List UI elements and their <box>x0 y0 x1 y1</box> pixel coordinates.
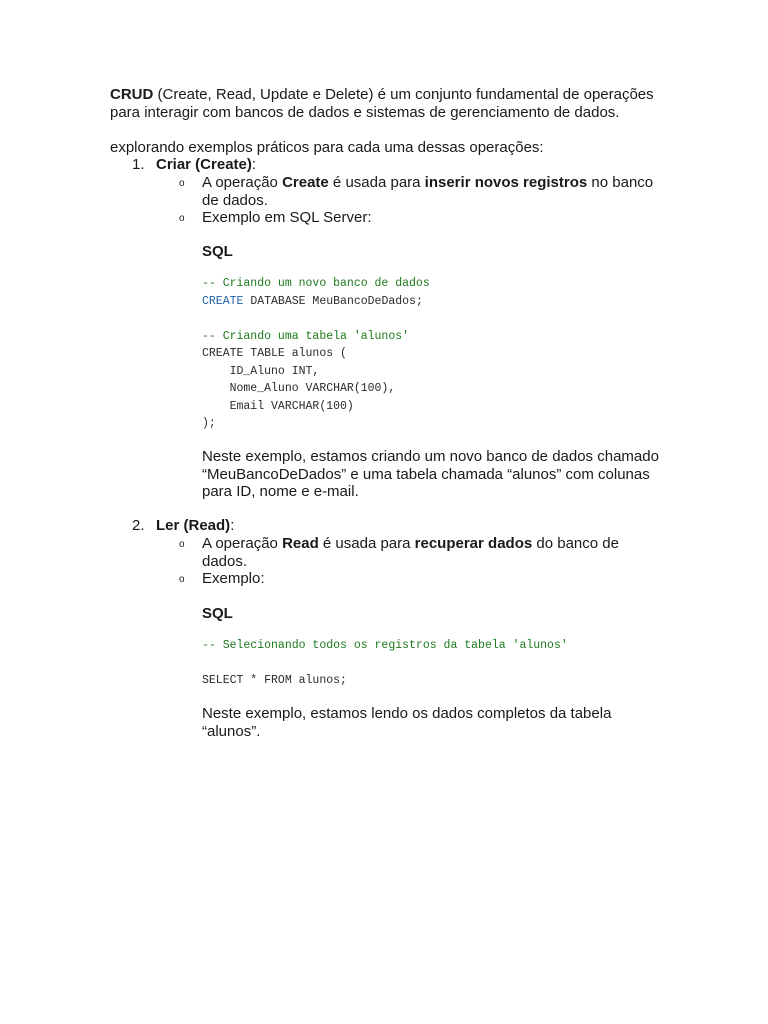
code-comment: -- Criando um novo banco de dados <box>202 277 430 290</box>
section-1-title: Criar (Create) <box>156 156 252 173</box>
bullet-icon: o <box>179 178 185 189</box>
code-comment: -- Selecionando todos os registros da tabela 'alunos' <box>202 639 568 652</box>
operation-action: recuperar dados <box>414 535 533 552</box>
code-line: ); <box>202 417 216 430</box>
code-line: DATABASE MeuBancoDeDados; <box>243 294 423 308</box>
section-2-bullet-1 <box>202 535 662 570</box>
section-1-title-suffix: : <box>251 156 257 173</box>
bullet-mid: é usada para <box>328 174 425 191</box>
code-comment: -- Criando uma tabela 'alunos' <box>202 329 410 343</box>
section-2-explanation: Neste exemplo, estamos lendo os dados completos da tabela “alunos”. <box>202 705 612 740</box>
code-keyword: CREATE <box>202 294 244 308</box>
section-1-heading <box>156 156 256 174</box>
operation-action: inserir novos registros <box>424 174 588 191</box>
section-1-sql-label: SQL <box>202 243 233 260</box>
code-line: Nome_Aluno VARCHAR(100), <box>202 382 396 395</box>
section-1-number: 1. <box>132 156 145 173</box>
bullet-icon: o <box>179 213 185 224</box>
code-line: SELECT * FROM alunos; <box>202 674 347 687</box>
bullet-mid: é usada para <box>318 535 415 552</box>
section-2-number: 2. <box>132 517 145 534</box>
code-line: ID_Aluno INT, <box>202 364 320 378</box>
section-2-code-block <box>202 637 568 690</box>
bullet-prefix: A operação <box>202 535 283 552</box>
operation-name: Read <box>282 535 319 552</box>
code-line: CREATE TABLE alunos ( <box>202 347 347 360</box>
operation-name: Create <box>282 174 329 191</box>
intro-paragraph <box>110 86 670 121</box>
section-1-explanation: Neste exemplo, estamos criando um novo banco de dados chamado “MeuBancoDeDados” e uma tabela chamada “alunos” com colunas para ID, nome e e-mail. <box>202 448 659 500</box>
section-2-heading <box>156 517 234 535</box>
intro-text: (Create, Read, Update e Delete) é um conjunto fundamental de operações para interagir com bancos de dados e sistemas de gerenciamento de dados. <box>110 86 654 121</box>
section-2-sql-label: SQL <box>202 605 233 622</box>
bullet-prefix: A operação <box>202 174 283 191</box>
bullet-icon: o <box>179 574 185 585</box>
section-1-code-block <box>202 275 430 433</box>
intro-term: CRUD <box>110 86 154 103</box>
section-1-bullet-1 <box>202 174 662 209</box>
bullet-icon: o <box>179 539 185 550</box>
section-2-title: Ler (Read) <box>156 517 231 534</box>
section-2-title-suffix: : <box>230 517 235 534</box>
code-line: Email VARCHAR(100) <box>202 399 354 413</box>
lead-in-text: explorando exemplos práticos para cada uma dessas operações: <box>110 139 544 156</box>
bullet-suffix: do banco de dados. <box>202 535 619 570</box>
bullet-suffix: no banco de dados. <box>202 174 654 209</box>
section-2-bullet-2: Exemplo: <box>202 570 265 587</box>
section-1-bullet-2: Exemplo em SQL Server: <box>202 209 372 226</box>
